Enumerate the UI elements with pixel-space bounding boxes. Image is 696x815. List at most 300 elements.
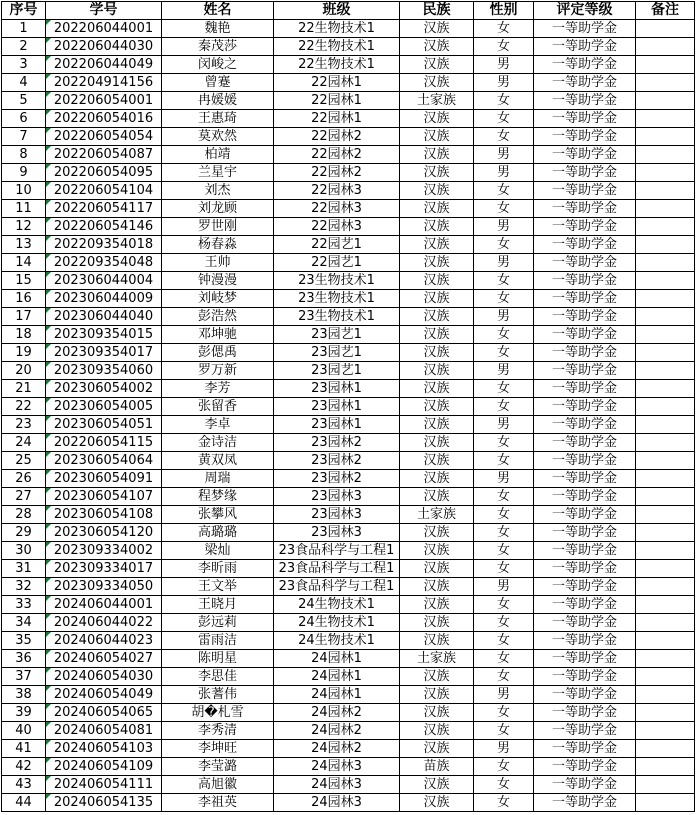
name-cell[interactable]: 王帅 xyxy=(162,254,274,272)
ethnicity-cell[interactable]: 土家族 xyxy=(400,506,474,524)
seq-cell[interactable]: 36 xyxy=(2,650,46,668)
name-cell[interactable]: 莫欢然 xyxy=(162,128,274,146)
class-cell[interactable]: 24园林2 xyxy=(274,740,400,758)
student-id-cell[interactable]: 202206054104 xyxy=(46,182,162,200)
class-cell[interactable]: 23食品科学与工程1 xyxy=(274,560,400,578)
gender-cell[interactable]: 女 xyxy=(474,110,534,128)
class-cell[interactable]: 22生物技术1 xyxy=(274,38,400,56)
remarks-cell[interactable] xyxy=(636,254,695,272)
name-cell[interactable]: 王文举 xyxy=(162,578,274,596)
grade-cell[interactable]: 一等助学金 xyxy=(534,578,636,596)
grade-cell[interactable]: 一等助学金 xyxy=(534,794,636,812)
gender-cell[interactable]: 女 xyxy=(474,92,534,110)
student-id-cell[interactable]: 202309354015 xyxy=(46,326,162,344)
name-cell[interactable]: 李思佳 xyxy=(162,668,274,686)
name-cell[interactable]: 魏艳 xyxy=(162,20,274,38)
class-cell[interactable]: 23生物技术1 xyxy=(274,308,400,326)
ethnicity-cell[interactable]: 汉族 xyxy=(400,308,474,326)
remarks-cell[interactable] xyxy=(636,740,695,758)
name-cell[interactable]: 李祖英 xyxy=(162,794,274,812)
class-cell[interactable]: 24园林3 xyxy=(274,794,400,812)
name-cell[interactable]: 彭偲禹 xyxy=(162,344,274,362)
table-row[interactable] xyxy=(2,560,695,578)
remarks-cell[interactable] xyxy=(636,146,695,164)
remarks-cell[interactable] xyxy=(636,488,695,506)
ethnicity-cell[interactable]: 汉族 xyxy=(400,344,474,362)
grade-cell[interactable]: 一等助学金 xyxy=(534,722,636,740)
class-cell[interactable]: 22园林1 xyxy=(274,74,400,92)
student-id-cell[interactable]: 202406044023 xyxy=(46,632,162,650)
grade-cell[interactable]: 一等助学金 xyxy=(534,164,636,182)
student-id-cell[interactable]: 202306054064 xyxy=(46,452,162,470)
remarks-cell[interactable] xyxy=(636,362,695,380)
remarks-cell[interactable] xyxy=(636,308,695,326)
table-row[interactable] xyxy=(2,758,695,776)
class-cell[interactable]: 24园林1 xyxy=(274,668,400,686)
name-cell[interactable]: 杨春淼 xyxy=(162,236,274,254)
table-row[interactable] xyxy=(2,308,695,326)
ethnicity-cell[interactable]: 汉族 xyxy=(400,488,474,506)
gender-cell[interactable]: 女 xyxy=(474,542,534,560)
ethnicity-cell[interactable]: 汉族 xyxy=(400,128,474,146)
student-id-cell[interactable]: 202309334017 xyxy=(46,560,162,578)
grade-cell[interactable]: 一等助学金 xyxy=(534,146,636,164)
name-cell[interactable]: 柏靖 xyxy=(162,146,274,164)
grade-cell[interactable]: 一等助学金 xyxy=(534,596,636,614)
remarks-cell[interactable] xyxy=(636,326,695,344)
name-cell[interactable]: 陈明星 xyxy=(162,650,274,668)
remarks-cell[interactable] xyxy=(636,380,695,398)
table-row[interactable] xyxy=(2,344,695,362)
table-row[interactable] xyxy=(2,74,695,92)
student-id-cell[interactable]: 202206044049 xyxy=(46,56,162,74)
student-id-cell[interactable]: 202306054108 xyxy=(46,506,162,524)
remarks-cell[interactable] xyxy=(636,434,695,452)
class-cell[interactable]: 23园林3 xyxy=(274,488,400,506)
ethnicity-cell[interactable]: 汉族 xyxy=(400,632,474,650)
table-row[interactable] xyxy=(2,290,695,308)
remarks-cell[interactable] xyxy=(636,290,695,308)
table-row[interactable] xyxy=(2,182,695,200)
name-cell[interactable]: 彭远莉 xyxy=(162,614,274,632)
student-id-cell[interactable]: 202206054115 xyxy=(46,434,162,452)
table-row[interactable] xyxy=(2,254,695,272)
seq-cell[interactable]: 35 xyxy=(2,632,46,650)
grade-cell[interactable]: 一等助学金 xyxy=(534,254,636,272)
student-id-cell[interactable]: 202406044001 xyxy=(46,596,162,614)
student-id-cell[interactable]: 202306044040 xyxy=(46,308,162,326)
student-id-cell[interactable]: 202309354017 xyxy=(46,344,162,362)
student-id-cell[interactable]: 202406054135 xyxy=(46,794,162,812)
seq-cell[interactable]: 10 xyxy=(2,182,46,200)
gender-cell[interactable]: 男 xyxy=(474,416,534,434)
name-cell[interactable]: 李卓 xyxy=(162,416,274,434)
seq-cell[interactable]: 44 xyxy=(2,794,46,812)
grade-cell[interactable]: 一等助学金 xyxy=(534,632,636,650)
table-row[interactable] xyxy=(2,434,695,452)
seq-cell[interactable]: 18 xyxy=(2,326,46,344)
student-id-cell[interactable]: 202406054103 xyxy=(46,740,162,758)
table-row[interactable] xyxy=(2,146,695,164)
gender-cell[interactable]: 女 xyxy=(474,704,534,722)
ethnicity-cell[interactable]: 汉族 xyxy=(400,578,474,596)
remarks-cell[interactable] xyxy=(636,758,695,776)
table-row[interactable] xyxy=(2,218,695,236)
table-row[interactable] xyxy=(2,704,695,722)
remarks-cell[interactable] xyxy=(636,416,695,434)
seq-cell[interactable]: 26 xyxy=(2,470,46,488)
name-cell[interactable]: 黄双凤 xyxy=(162,452,274,470)
gender-cell[interactable]: 女 xyxy=(474,128,534,146)
seq-cell[interactable]: 22 xyxy=(2,398,46,416)
student-id-cell[interactable]: 202306054107 xyxy=(46,488,162,506)
ethnicity-cell[interactable]: 汉族 xyxy=(400,146,474,164)
gender-cell[interactable]: 女 xyxy=(474,434,534,452)
grade-cell[interactable]: 一等助学金 xyxy=(534,326,636,344)
class-cell[interactable]: 24园林1 xyxy=(274,686,400,704)
name-cell[interactable]: 李莹潞 xyxy=(162,758,274,776)
gender-cell[interactable]: 女 xyxy=(474,488,534,506)
student-id-cell[interactable]: 202306054051 xyxy=(46,416,162,434)
gender-cell[interactable]: 女 xyxy=(474,344,534,362)
grade-cell[interactable]: 一等助学金 xyxy=(534,218,636,236)
grade-cell[interactable]: 一等助学金 xyxy=(534,308,636,326)
student-id-cell[interactable]: 202206054016 xyxy=(46,110,162,128)
remarks-cell[interactable] xyxy=(636,722,695,740)
name-cell[interactable]: 闵峻之 xyxy=(162,56,274,74)
ethnicity-cell[interactable]: 汉族 xyxy=(400,236,474,254)
class-cell[interactable]: 23园林2 xyxy=(274,434,400,452)
student-id-cell[interactable]: 202206054001 xyxy=(46,92,162,110)
class-cell[interactable]: 23园艺1 xyxy=(274,326,400,344)
class-cell[interactable]: 24园林2 xyxy=(274,722,400,740)
gender-cell[interactable]: 女 xyxy=(474,20,534,38)
table-row[interactable] xyxy=(2,56,695,74)
name-cell[interactable]: 王惠琦 xyxy=(162,110,274,128)
remarks-cell[interactable] xyxy=(636,794,695,812)
gender-cell[interactable]: 男 xyxy=(474,308,534,326)
seq-cell[interactable]: 2 xyxy=(2,38,46,56)
table-row[interactable] xyxy=(2,614,695,632)
remarks-cell[interactable] xyxy=(636,614,695,632)
table-row[interactable] xyxy=(2,650,695,668)
ethnicity-cell[interactable]: 汉族 xyxy=(400,362,474,380)
remarks-cell[interactable] xyxy=(636,632,695,650)
ethnicity-cell[interactable]: 汉族 xyxy=(400,560,474,578)
grade-cell[interactable]: 一等助学金 xyxy=(534,740,636,758)
ethnicity-cell[interactable]: 汉族 xyxy=(400,686,474,704)
class-cell[interactable]: 24园林3 xyxy=(274,776,400,794)
gender-cell[interactable]: 女 xyxy=(474,614,534,632)
name-cell[interactable]: 刘杰 xyxy=(162,182,274,200)
ethnicity-cell[interactable]: 汉族 xyxy=(400,794,474,812)
gender-cell[interactable]: 女 xyxy=(474,326,534,344)
table-row[interactable] xyxy=(2,38,695,56)
seq-cell[interactable]: 19 xyxy=(2,344,46,362)
ethnicity-cell[interactable]: 汉族 xyxy=(400,218,474,236)
class-cell[interactable]: 22生物技术1 xyxy=(274,20,400,38)
gender-cell[interactable]: 女 xyxy=(474,506,534,524)
ethnicity-cell[interactable]: 汉族 xyxy=(400,542,474,560)
remarks-cell[interactable] xyxy=(636,20,695,38)
ethnicity-cell[interactable]: 汉族 xyxy=(400,74,474,92)
table-row[interactable] xyxy=(2,326,695,344)
ethnicity-cell[interactable]: 汉族 xyxy=(400,740,474,758)
remarks-cell[interactable] xyxy=(636,578,695,596)
seq-cell[interactable]: 23 xyxy=(2,416,46,434)
gender-cell[interactable]: 女 xyxy=(474,776,534,794)
name-cell[interactable]: 邓坤驰 xyxy=(162,326,274,344)
class-cell[interactable]: 24生物技术1 xyxy=(274,596,400,614)
grade-cell[interactable]: 一等助学金 xyxy=(534,128,636,146)
name-cell[interactable]: 张攀风 xyxy=(162,506,274,524)
table-row[interactable] xyxy=(2,794,695,812)
gender-cell[interactable]: 女 xyxy=(474,560,534,578)
remarks-cell[interactable] xyxy=(636,236,695,254)
class-cell[interactable]: 23生物技术1 xyxy=(274,290,400,308)
ethnicity-cell[interactable]: 汉族 xyxy=(400,38,474,56)
student-id-cell[interactable]: 202209354018 xyxy=(46,236,162,254)
remarks-cell[interactable] xyxy=(636,398,695,416)
seq-cell[interactable]: 42 xyxy=(2,758,46,776)
grade-cell[interactable]: 一等助学金 xyxy=(534,560,636,578)
ethnicity-cell[interactable]: 汉族 xyxy=(400,380,474,398)
table-row[interactable] xyxy=(2,542,695,560)
grade-cell[interactable]: 一等助学金 xyxy=(534,506,636,524)
seq-cell[interactable]: 1 xyxy=(2,20,46,38)
seq-cell[interactable]: 6 xyxy=(2,110,46,128)
grade-cell[interactable]: 一等助学金 xyxy=(534,524,636,542)
ethnicity-cell[interactable]: 苗族 xyxy=(400,758,474,776)
student-id-cell[interactable]: 202406044022 xyxy=(46,614,162,632)
ethnicity-cell[interactable]: 土家族 xyxy=(400,650,474,668)
seq-cell[interactable]: 37 xyxy=(2,668,46,686)
remarks-cell[interactable] xyxy=(636,452,695,470)
remarks-cell[interactable] xyxy=(636,704,695,722)
table-row[interactable] xyxy=(2,596,695,614)
table-row[interactable] xyxy=(2,20,695,38)
grade-cell[interactable]: 一等助学金 xyxy=(534,236,636,254)
ethnicity-cell[interactable]: 汉族 xyxy=(400,182,474,200)
seq-cell[interactable]: 25 xyxy=(2,452,46,470)
grade-cell[interactable]: 一等助学金 xyxy=(534,668,636,686)
student-id-cell[interactable]: 202306054091 xyxy=(46,470,162,488)
remarks-cell[interactable] xyxy=(636,56,695,74)
name-cell[interactable]: 张留香 xyxy=(162,398,274,416)
gender-cell[interactable]: 女 xyxy=(474,632,534,650)
student-id-cell[interactable]: 202406054065 xyxy=(46,704,162,722)
seq-cell[interactable]: 40 xyxy=(2,722,46,740)
table-row[interactable] xyxy=(2,668,695,686)
grade-cell[interactable]: 一等助学金 xyxy=(534,686,636,704)
class-cell[interactable]: 23园林2 xyxy=(274,452,400,470)
grade-cell[interactable]: 一等助学金 xyxy=(534,488,636,506)
gender-cell[interactable]: 男 xyxy=(474,470,534,488)
class-cell[interactable]: 23园林2 xyxy=(274,470,400,488)
remarks-cell[interactable] xyxy=(636,272,695,290)
gender-cell[interactable]: 女 xyxy=(474,182,534,200)
grade-cell[interactable]: 一等助学金 xyxy=(534,380,636,398)
table-row[interactable] xyxy=(2,164,695,182)
remarks-cell[interactable] xyxy=(636,128,695,146)
name-cell[interactable]: 兰星宇 xyxy=(162,164,274,182)
table-row[interactable] xyxy=(2,128,695,146)
table-row[interactable] xyxy=(2,398,695,416)
ethnicity-cell[interactable]: 汉族 xyxy=(400,470,474,488)
remarks-cell[interactable] xyxy=(636,110,695,128)
table-row[interactable] xyxy=(2,200,695,218)
name-cell[interactable]: 胡�札雪 xyxy=(162,704,274,722)
gender-cell[interactable]: 女 xyxy=(474,722,534,740)
seq-cell[interactable]: 15 xyxy=(2,272,46,290)
ethnicity-cell[interactable]: 汉族 xyxy=(400,524,474,542)
student-id-cell[interactable]: 202309334050 xyxy=(46,578,162,596)
student-id-cell[interactable]: 202206044001 xyxy=(46,20,162,38)
student-id-cell[interactable]: 202406054111 xyxy=(46,776,162,794)
ethnicity-cell[interactable]: 汉族 xyxy=(400,398,474,416)
seq-cell[interactable]: 27 xyxy=(2,488,46,506)
seq-cell[interactable]: 4 xyxy=(2,74,46,92)
class-cell[interactable]: 23园林3 xyxy=(274,524,400,542)
remarks-cell[interactable] xyxy=(636,344,695,362)
ethnicity-cell[interactable]: 汉族 xyxy=(400,614,474,632)
class-cell[interactable]: 22园林3 xyxy=(274,182,400,200)
class-cell[interactable]: 22园艺1 xyxy=(274,236,400,254)
class-cell[interactable]: 22园艺1 xyxy=(274,254,400,272)
grade-cell[interactable]: 一等助学金 xyxy=(534,434,636,452)
gender-cell[interactable]: 女 xyxy=(474,398,534,416)
student-id-cell[interactable]: 202306054005 xyxy=(46,398,162,416)
gender-cell[interactable]: 男 xyxy=(474,740,534,758)
ethnicity-cell[interactable]: 汉族 xyxy=(400,164,474,182)
student-id-cell[interactable]: 202406054030 xyxy=(46,668,162,686)
student-id-cell[interactable]: 202206054095 xyxy=(46,164,162,182)
ethnicity-cell[interactable]: 汉族 xyxy=(400,326,474,344)
seq-cell[interactable]: 17 xyxy=(2,308,46,326)
name-cell[interactable]: 高璐璐 xyxy=(162,524,274,542)
name-cell[interactable]: 金诗洁 xyxy=(162,434,274,452)
seq-cell[interactable]: 43 xyxy=(2,776,46,794)
class-cell[interactable]: 24园林1 xyxy=(274,650,400,668)
remarks-cell[interactable] xyxy=(636,686,695,704)
grade-cell[interactable]: 一等助学金 xyxy=(534,542,636,560)
student-id-cell[interactable]: 202309354060 xyxy=(46,362,162,380)
student-id-cell[interactable]: 202206054117 xyxy=(46,200,162,218)
name-cell[interactable]: 周瑞 xyxy=(162,470,274,488)
name-cell[interactable]: 程梦缘 xyxy=(162,488,274,506)
grade-cell[interactable]: 一等助学金 xyxy=(534,344,636,362)
remarks-cell[interactable] xyxy=(636,164,695,182)
seq-cell[interactable]: 24 xyxy=(2,434,46,452)
seq-cell[interactable]: 30 xyxy=(2,542,46,560)
seq-cell[interactable]: 41 xyxy=(2,740,46,758)
table-row[interactable] xyxy=(2,578,695,596)
seq-cell[interactable]: 32 xyxy=(2,578,46,596)
seq-cell[interactable]: 28 xyxy=(2,506,46,524)
table-row[interactable] xyxy=(2,416,695,434)
gender-cell[interactable]: 男 xyxy=(474,218,534,236)
remarks-cell[interactable] xyxy=(636,506,695,524)
student-id-cell[interactable]: 202406054027 xyxy=(46,650,162,668)
gender-cell[interactable]: 男 xyxy=(474,164,534,182)
grade-cell[interactable]: 一等助学金 xyxy=(534,38,636,56)
table-row[interactable] xyxy=(2,470,695,488)
student-id-cell[interactable]: 202309334002 xyxy=(46,542,162,560)
gender-cell[interactable]: 女 xyxy=(474,452,534,470)
gender-cell[interactable]: 女 xyxy=(474,200,534,218)
gender-cell[interactable]: 女 xyxy=(474,650,534,668)
ethnicity-cell[interactable]: 土家族 xyxy=(400,92,474,110)
name-cell[interactable]: 钟漫漫 xyxy=(162,272,274,290)
remarks-cell[interactable] xyxy=(636,560,695,578)
gender-cell[interactable]: 男 xyxy=(474,254,534,272)
remarks-cell[interactable] xyxy=(636,470,695,488)
gender-cell[interactable]: 男 xyxy=(474,686,534,704)
ethnicity-cell[interactable]: 汉族 xyxy=(400,416,474,434)
class-cell[interactable]: 22园林1 xyxy=(274,92,400,110)
table-row[interactable] xyxy=(2,488,695,506)
ethnicity-cell[interactable]: 汉族 xyxy=(400,20,474,38)
ethnicity-cell[interactable]: 汉族 xyxy=(400,434,474,452)
grade-cell[interactable]: 一等助学金 xyxy=(534,92,636,110)
ethnicity-cell[interactable]: 汉族 xyxy=(400,704,474,722)
grade-cell[interactable]: 一等助学金 xyxy=(534,272,636,290)
ethnicity-cell[interactable]: 汉族 xyxy=(400,776,474,794)
ethnicity-cell[interactable]: 汉族 xyxy=(400,56,474,74)
name-cell[interactable]: 罗世刚 xyxy=(162,218,274,236)
class-cell[interactable]: 23园林3 xyxy=(274,506,400,524)
seq-cell[interactable]: 34 xyxy=(2,614,46,632)
class-cell[interactable]: 24生物技术1 xyxy=(274,632,400,650)
table-row[interactable] xyxy=(2,632,695,650)
seq-cell[interactable]: 12 xyxy=(2,218,46,236)
table-row[interactable] xyxy=(2,272,695,290)
table-row[interactable] xyxy=(2,722,695,740)
seq-cell[interactable]: 29 xyxy=(2,524,46,542)
class-cell[interactable]: 23园艺1 xyxy=(274,362,400,380)
gender-cell[interactable]: 女 xyxy=(474,668,534,686)
remarks-cell[interactable] xyxy=(636,38,695,56)
name-cell[interactable]: 李秀清 xyxy=(162,722,274,740)
gender-cell[interactable]: 男 xyxy=(474,146,534,164)
gender-cell[interactable]: 女 xyxy=(474,524,534,542)
grade-cell[interactable]: 一等助学金 xyxy=(534,110,636,128)
class-cell[interactable]: 24园林3 xyxy=(274,758,400,776)
student-id-cell[interactable]: 202406054109 xyxy=(46,758,162,776)
student-id-cell[interactable]: 202306044009 xyxy=(46,290,162,308)
name-cell[interactable]: 秦茂莎 xyxy=(162,38,274,56)
table-row[interactable] xyxy=(2,776,695,794)
seq-cell[interactable]: 14 xyxy=(2,254,46,272)
gender-cell[interactable]: 女 xyxy=(474,290,534,308)
class-cell[interactable]: 23园林1 xyxy=(274,416,400,434)
remarks-cell[interactable] xyxy=(636,596,695,614)
table-row[interactable] xyxy=(2,110,695,128)
name-cell[interactable]: 彭浩然 xyxy=(162,308,274,326)
student-id-cell[interactable]: 202306054002 xyxy=(46,380,162,398)
name-cell[interactable]: 李昕雨 xyxy=(162,560,274,578)
seq-cell[interactable]: 33 xyxy=(2,596,46,614)
name-cell[interactable]: 梁灿 xyxy=(162,542,274,560)
ethnicity-cell[interactable]: 汉族 xyxy=(400,272,474,290)
name-cell[interactable]: 王晓月 xyxy=(162,596,274,614)
name-cell[interactable]: 高旭徽 xyxy=(162,776,274,794)
class-cell[interactable]: 22园林2 xyxy=(274,146,400,164)
student-id-cell[interactable]: 202204914156 xyxy=(46,74,162,92)
gender-cell[interactable]: 男 xyxy=(474,56,534,74)
class-cell[interactable]: 23园艺1 xyxy=(274,344,400,362)
name-cell[interactable]: 刘龙顾 xyxy=(162,200,274,218)
